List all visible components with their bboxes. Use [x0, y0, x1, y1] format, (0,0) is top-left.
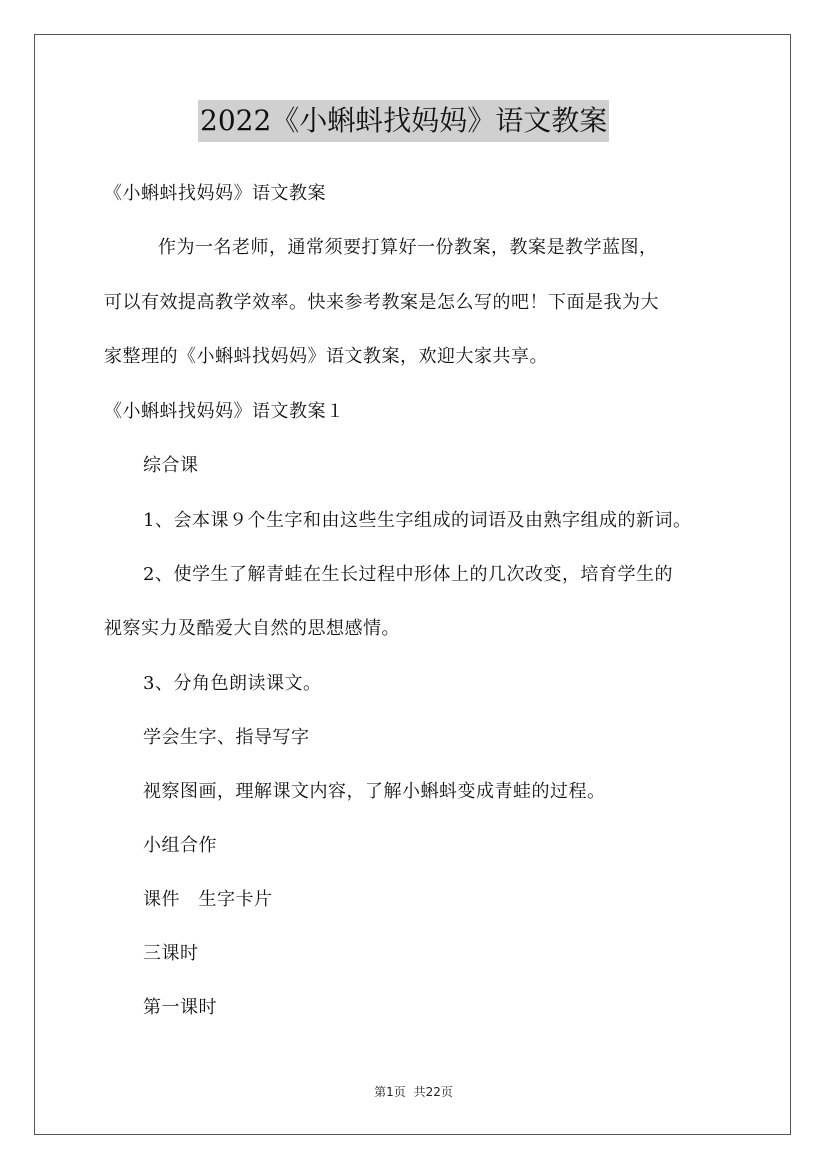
- document-title: 2022《小蝌蚪找妈妈》语文教案: [198, 100, 609, 142]
- key-point: 学会生字、指导写字: [143, 727, 310, 748]
- teaching-method: 小组合作: [143, 835, 217, 856]
- objective-1: 1、会本课９个生字和由这些生字组成的词语及由熟字组成的新词。: [143, 510, 692, 531]
- first-lesson-heading: 第一课时: [143, 997, 217, 1018]
- teaching-aids: 课件 生字卡片: [143, 889, 273, 910]
- lesson-type: 综合课: [143, 455, 199, 476]
- page-footer: [0, 1084, 827, 1100]
- intro-paragraph-line-2: 可以有效提高教学效率。快来参考教案是怎么写的吧！下面是我为大: [104, 292, 659, 313]
- difficult-point: 视察图画，理解课文内容，了解小蝌蚪变成青蛙的过程。: [143, 781, 606, 802]
- intro-paragraph-line-3: 家整理的《小蝌蚪找妈妈》语文教案，欢迎大家共享。: [104, 346, 548, 367]
- intro-paragraph-line-1: 作为一名老师，通常须要打算好一份教案，教案是教学蓝图，: [158, 237, 658, 258]
- page-total: 共22页: [413, 1085, 453, 1099]
- class-hours: 三课时: [143, 943, 199, 964]
- objective-2-line-1: 2、使学生了解青蛙在生长过程中形体上的几次改变，培育学生的: [143, 564, 673, 585]
- subtitle-line: 《小蝌蚪找妈妈》语文教案: [104, 183, 326, 204]
- section-heading: 《小蝌蚪找妈妈》语文教案１: [104, 401, 345, 422]
- objective-3: 3、分角色朗读课文。: [143, 673, 322, 694]
- objective-2-line-2: 视察实力及酷爱大自然的思想感情。: [104, 618, 400, 639]
- page-number: 第1页: [374, 1085, 406, 1099]
